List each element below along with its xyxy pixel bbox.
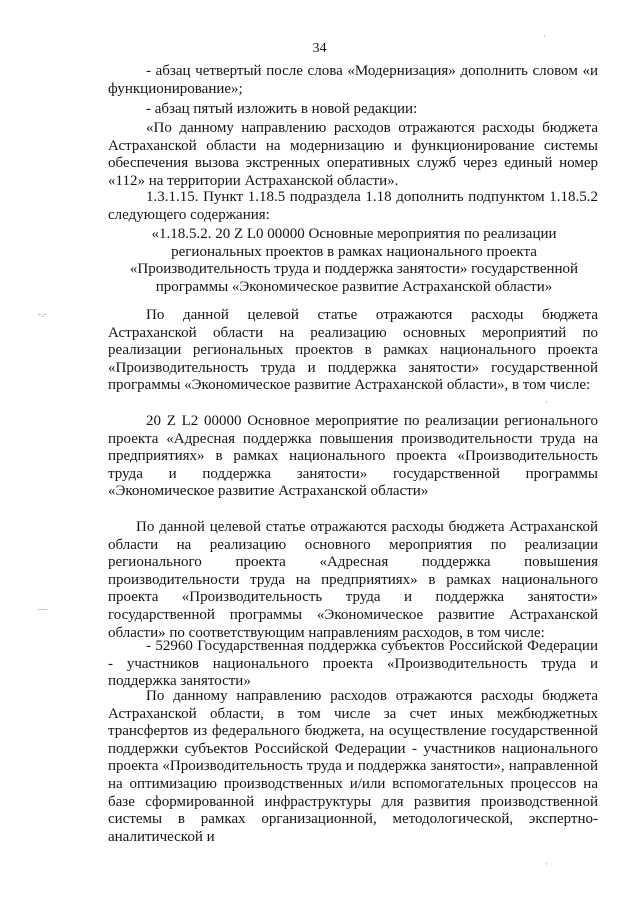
scan-mark: · bbox=[545, 859, 548, 869]
paragraph: По данной целевой статье отражаются расходы бюджета Астраханской области на реализацию основных мероприятий по реализации региональных проектов в рамках национального проекта «Производительность труда и поддержка занятости» государственной программы «Экономическое развитие Астраханской области», в том числе: bbox=[108, 307, 598, 394]
paragraph: 20 Z L2 00000 Основное мероприятие по реализации регионального проекта «Адресная поддержка повышения производительности труда на предприятиях» в рамках национального проекта «Производительность труда и поддержка занятости» государственной программы «Экономическое развитие Астраханской области» bbox=[108, 413, 598, 500]
page-number: 34 bbox=[312, 41, 327, 56]
paragraph: 1.3.1.15. Пункт 1.18.5 подраздела 1.18 дополнить подпунктом 1.18.5.2 следующего содержания: bbox=[108, 189, 598, 223]
paragraph: По данной целевой статье отражаются расходы бюджета Астраханской области на реализацию основного мероприятия по реализации регионального проекта «Адресная поддержка повышения производительности труда на предприятиях» в рамках национального проекта «Производительность труда и поддержка занятости» государственной программы «Экономическое развитие Астраханской области» по соответствующим направлениям расходов, в том числе: bbox=[108, 519, 598, 641]
scan-mark: · bbox=[545, 397, 548, 407]
paragraph: По данному направлению расходов отражаются расходы бюджета Астраханской области, в том числе за счет иных межбюджетных трансфертов из федерального бюджета, на осуществление государственной поддержки субъектов Российской Федерации - участников национального проекта «Производительность труда и поддержка занятости», направленной на оптимизацию производственных и/или вспомогательных процессов на базе сформированной инфраструктуры для развития производственной системы в рамках организационной, методологической, экспертно-аналитической и bbox=[108, 688, 598, 845]
heading-centered: «1.18.5.2. 20 Z L0 00000 Основные мероприятия по реализации региональных проектов в рамках национального проекта «Производительность труда и поддержка занятости» государственной программы «Экономическое развитие Астраханской области» bbox=[129, 226, 579, 295]
scan-mark: · bbox=[543, 31, 546, 41]
scan-mark: -.- bbox=[38, 309, 47, 319]
quoted-paragraph: «По данному направлению расходов отражаются расходы бюджета Астраханской области на модернизацию и функционирование системы обеспечения вызова экстренных оперативных служб через единый номер «112» на территории Астраханской области». bbox=[108, 120, 598, 189]
list-item: - 52960 Государственная поддержка субъектов Российской Федерации - участников национального проекта «Производительность труда и поддержка занятости» bbox=[108, 638, 598, 690]
scan-mark: — bbox=[38, 604, 47, 614]
paragraph: - абзац четвертый после слова «Модернизация» дополнить словом «и функционирование»; bbox=[108, 63, 598, 97]
paragraph: - абзац пятый изложить в новой редакции: bbox=[146, 101, 418, 117]
